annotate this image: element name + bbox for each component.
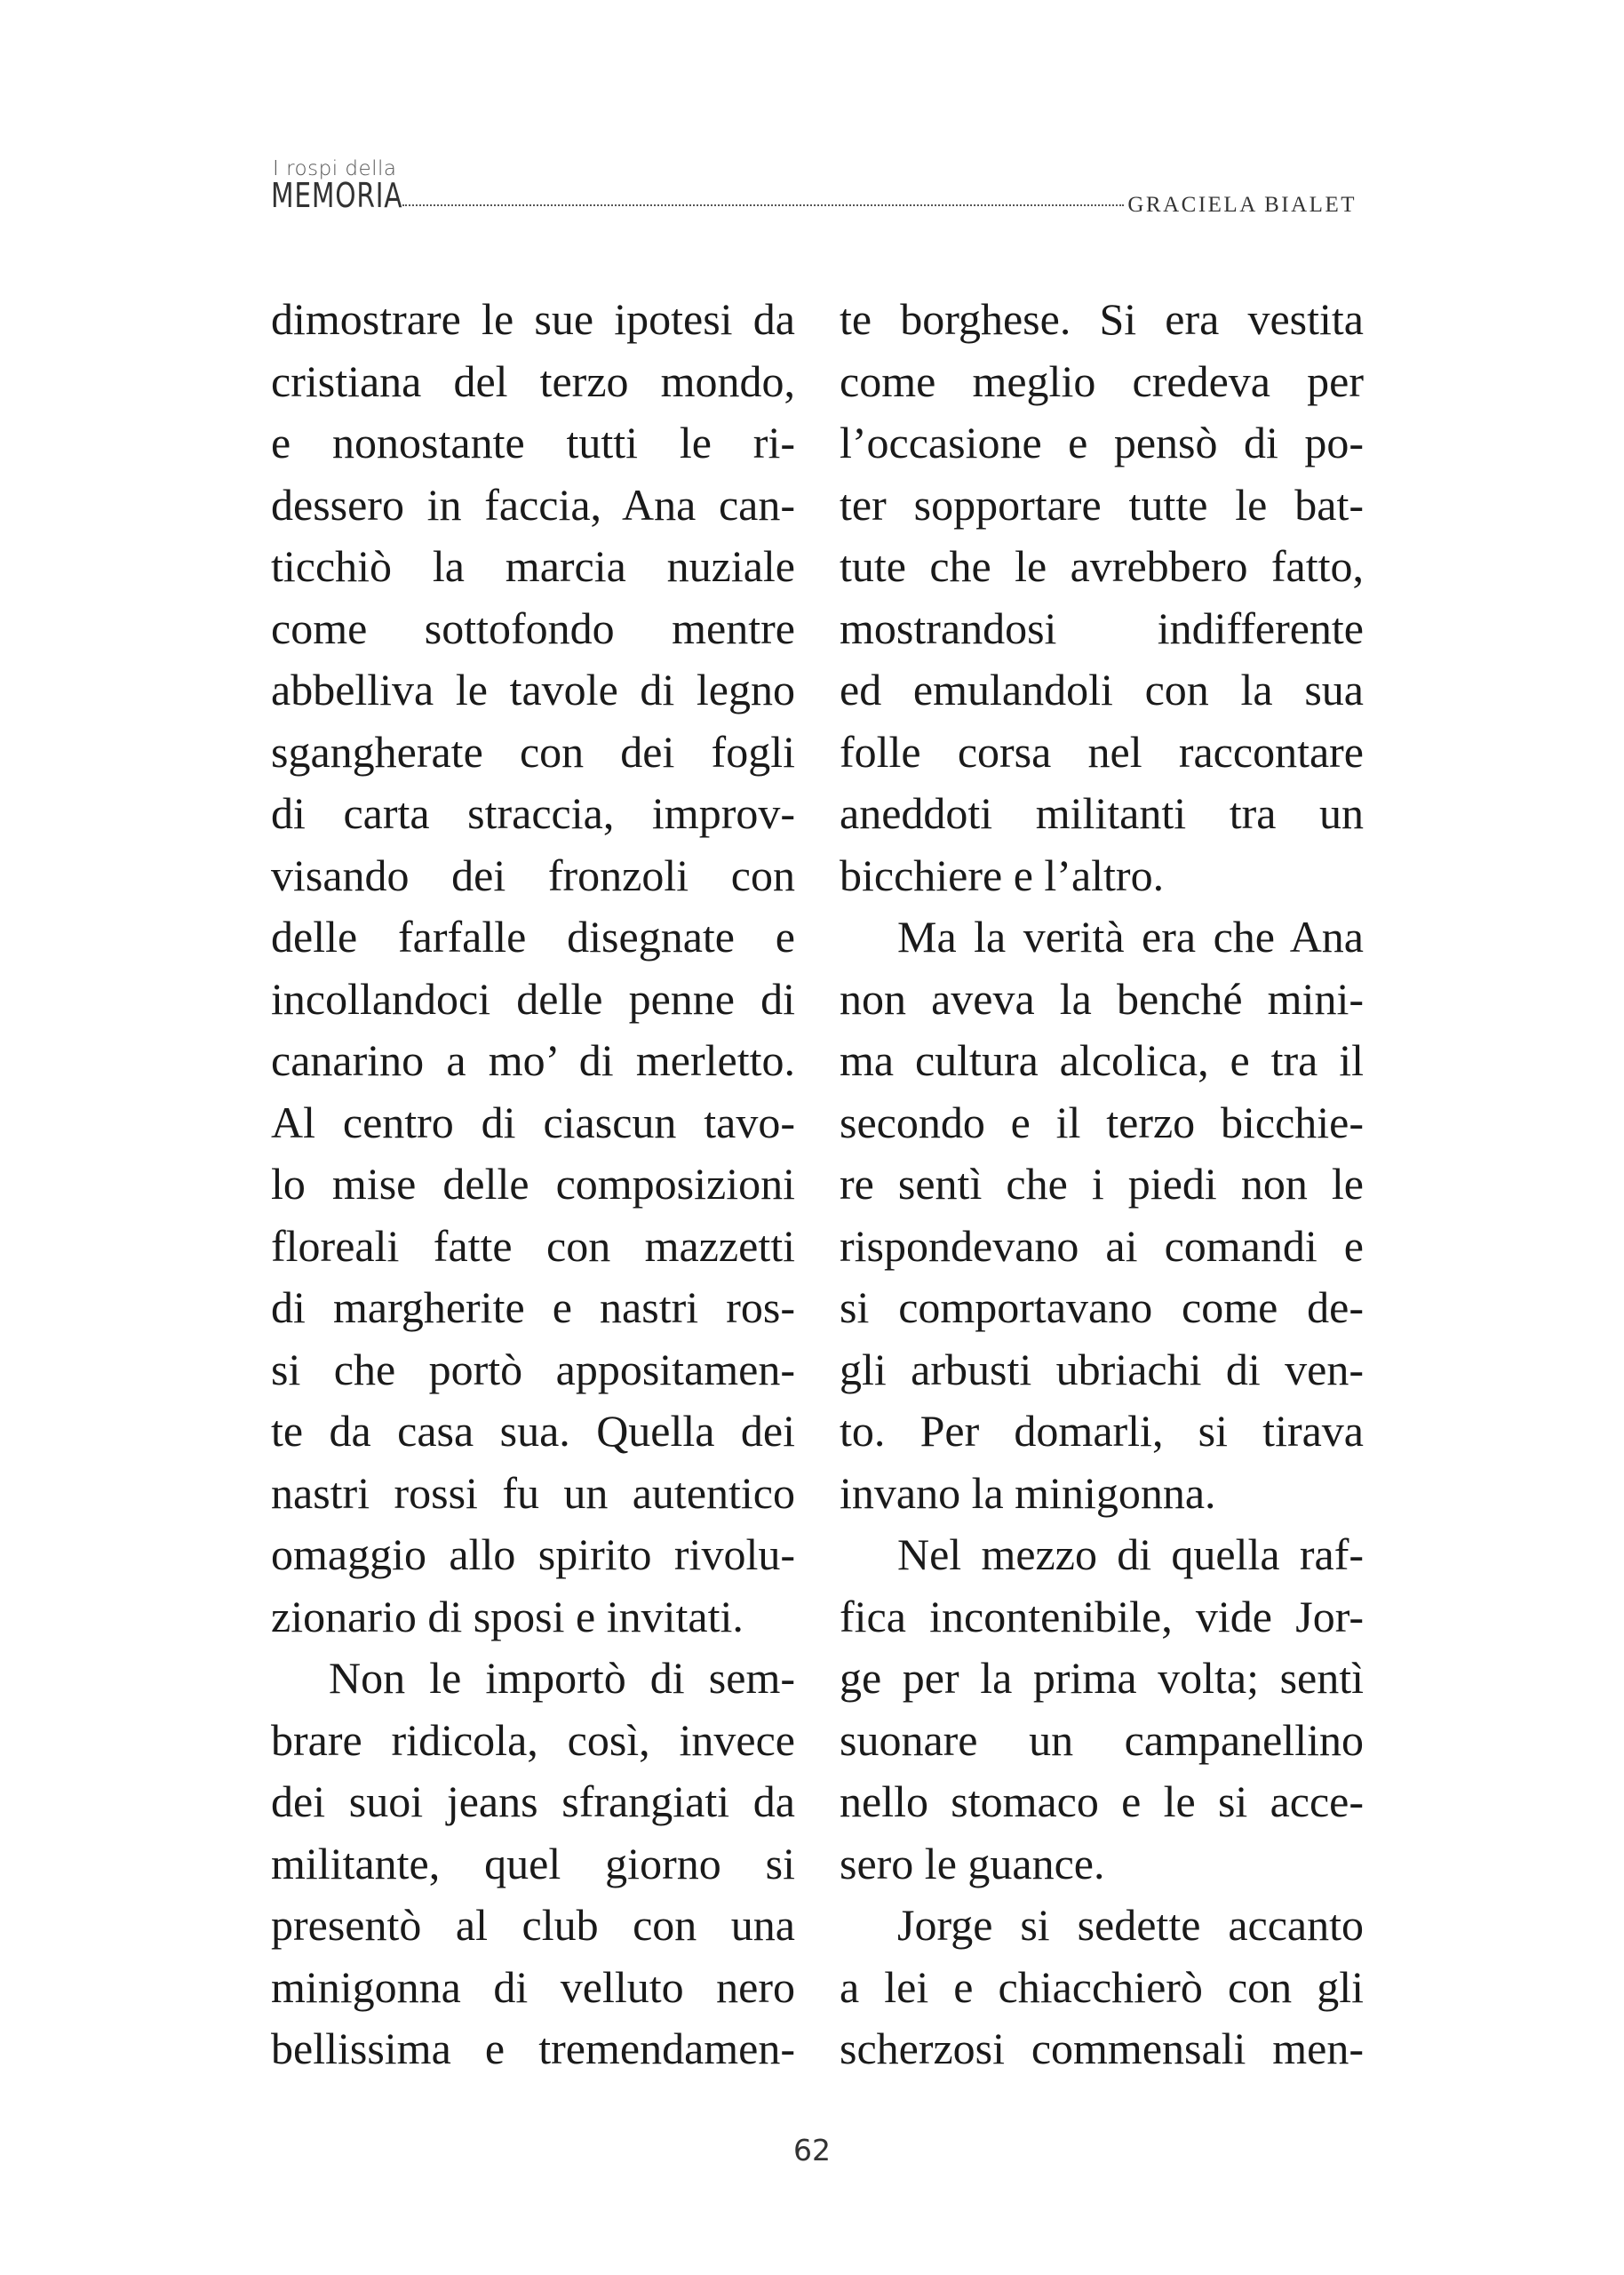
header-dotted-leader bbox=[402, 204, 1124, 206]
text-line: Non le importò di sem- bbox=[329, 1653, 795, 1703]
text-line: bicchiere e l’altro. bbox=[840, 850, 1165, 900]
text-line: zionario di sposi e invitati. bbox=[271, 1591, 744, 1641]
text-column-left bbox=[271, 289, 795, 2080]
text-line: Ma la verità era che Ana bbox=[897, 912, 1364, 962]
text-line: te da casa sua. Quella dei bbox=[271, 1406, 795, 1456]
text-line: scherzosi commensali men- bbox=[840, 2024, 1364, 2073]
text-line: si che portò appositamen- bbox=[271, 1344, 795, 1394]
text-line: mostrandosi indifferente bbox=[840, 603, 1364, 653]
text-line: ma cultura alcolica, e tra il bbox=[840, 1035, 1364, 1085]
text-line: cristiana del terzo mondo, bbox=[271, 355, 795, 406]
text-line: floreali fatte con mazzetti bbox=[271, 1220, 795, 1271]
text-line: come meglio credeva per bbox=[840, 355, 1364, 406]
text-line: brare ridicola, così, invece bbox=[271, 1714, 795, 1765]
text-line: di margherite e nastri ros- bbox=[271, 1282, 795, 1332]
text-line: fica incontenibile, vide Jor- bbox=[840, 1591, 1364, 1641]
text-line: Nel mezzo di quella raf- bbox=[897, 1529, 1364, 1579]
text-line: e nonostante tutti le ri- bbox=[271, 418, 795, 467]
text-line: incollandoci delle penne di bbox=[271, 973, 795, 1024]
text-line: dimostrare le sue ipotesi da bbox=[271, 294, 795, 344]
book-logo-title: MEMORIA bbox=[271, 176, 403, 215]
text-line: lo mise delle composizioni bbox=[271, 1159, 795, 1209]
text-line: dessero in faccia, Ana can- bbox=[271, 479, 795, 530]
text-line: secondo e il terzo bicchie- bbox=[840, 1097, 1364, 1147]
text-line: gli arbusti ubriachi di ven- bbox=[840, 1344, 1364, 1394]
text-line: re sentì che i piedi non le bbox=[840, 1159, 1364, 1209]
text-line: sgangherate con dei fogli bbox=[271, 726, 795, 777]
text-line: ed emulandoli con la sua bbox=[840, 665, 1364, 714]
text-line: l’occasione e pensò di po- bbox=[840, 418, 1364, 467]
text-line: sero le guance. bbox=[840, 1838, 1105, 1888]
text-line: Jorge si sedette accanto bbox=[897, 1900, 1364, 1950]
text-line: invano la minigonna. bbox=[840, 1467, 1216, 1518]
text-column-right bbox=[840, 289, 1364, 2080]
text-line: te borghese. Si era vestita bbox=[840, 294, 1364, 344]
text-line: abbelliva le tavole di legno bbox=[271, 665, 795, 714]
text-line: Al centro di ciascun tavo- bbox=[271, 1097, 795, 1147]
text-line: visando dei fronzoli con bbox=[271, 850, 795, 900]
text-line: militante, quel giorno si bbox=[271, 1838, 795, 1888]
text-line: si comportavano come de- bbox=[840, 1282, 1364, 1332]
text-line: nello stomaco e le si acce- bbox=[840, 1776, 1364, 1826]
author-name: GRACIELA BIALET bbox=[1127, 193, 1357, 217]
text-line: nastri rossi fu un autentico bbox=[271, 1467, 795, 1518]
text-line: minigonna di velluto nero bbox=[271, 1961, 795, 2012]
text-line: come sottofondo mentre bbox=[271, 603, 795, 653]
text-line: suonare un campanellino bbox=[840, 1714, 1364, 1765]
text-line: ter sopportare tutte le bat- bbox=[840, 479, 1364, 530]
text-line: ticchiò la marcia nuziale bbox=[271, 541, 795, 591]
text-line: dei suoi jeans sfrangiati da bbox=[271, 1776, 795, 1826]
text-line: ge per la prima volta; sentì bbox=[840, 1653, 1364, 1703]
text-line: omaggio allo spirito rivolu- bbox=[271, 1529, 795, 1579]
text-line: delle farfalle disegnate e bbox=[271, 912, 795, 962]
text-line: a lei e chiacchierò con gli bbox=[840, 1961, 1364, 2012]
text-line: to. Per domarli, si tirava bbox=[840, 1406, 1364, 1456]
text-line: bellissima e tremendamen- bbox=[271, 2024, 795, 2073]
running-header bbox=[271, 158, 1357, 229]
text-line: folle corsa nel raccontare bbox=[840, 726, 1364, 777]
text-line: non aveva la benché mini- bbox=[840, 973, 1364, 1024]
book-logo-line1: I rospi della bbox=[273, 157, 397, 180]
text-line: canarino a mo’ di merletto. bbox=[271, 1035, 795, 1085]
text-line: tute che le avrebbero fatto, bbox=[840, 541, 1364, 591]
text-line: aneddoti militanti tra un bbox=[840, 788, 1364, 838]
page-number: 62 bbox=[793, 2133, 831, 2167]
text-line: di carta straccia, improv- bbox=[271, 788, 795, 838]
text-line: rispondevano ai comandi e bbox=[840, 1220, 1364, 1271]
text-line: presentò al club con una bbox=[271, 1900, 795, 1950]
